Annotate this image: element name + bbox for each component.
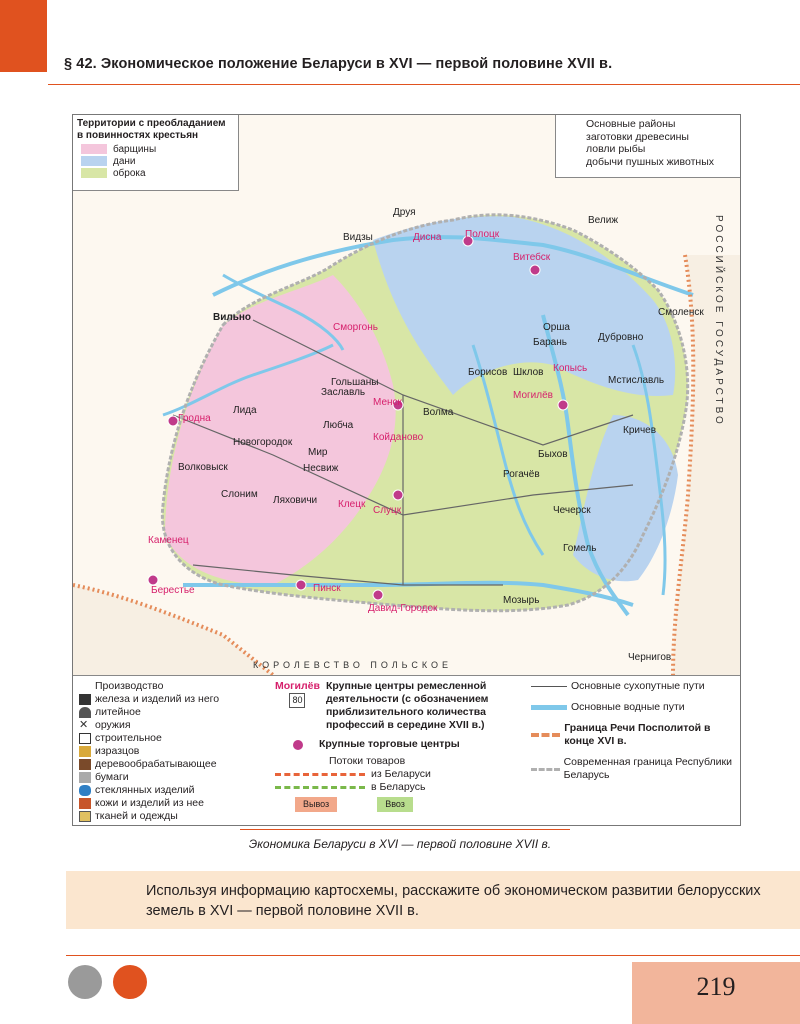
- city-label: Гродна: [178, 413, 211, 424]
- map-legend: [73, 675, 740, 826]
- city-label: Любча: [323, 420, 354, 431]
- border-label-east: РОССИЙСКОЕ ГОСУДАРСТВО: [713, 215, 724, 427]
- section-heading: § 42. Экономическое положение Беларуси в XVI — первой половине XVII в.: [64, 56, 613, 72]
- craft-centres-row: [275, 680, 505, 732]
- rb-border-row: Современная граница Республики Беларусь: [531, 756, 736, 782]
- craft-count-badge: 80: [289, 693, 305, 708]
- export-arrow: [275, 773, 365, 776]
- caption-rule: [240, 829, 570, 830]
- heading-rule: [48, 84, 800, 85]
- city-label: Берестье: [151, 585, 195, 596]
- border-label-south: КОРОЛЕВСТВО ПОЛЬСКОЕ: [253, 660, 452, 670]
- map-canvas: [73, 115, 740, 675]
- city-label: Гольшаны: [331, 377, 379, 388]
- craft-city-sample: Могилёв 80: [275, 680, 320, 732]
- page-number-box: [632, 962, 800, 1024]
- resource-areas-legend: [555, 115, 740, 178]
- foundry-icon: [79, 707, 91, 718]
- trade-centre-marker: [393, 490, 403, 500]
- city-label: Клецк: [338, 499, 366, 510]
- glass-icon: [79, 785, 91, 796]
- woodwork-icon: [79, 759, 91, 770]
- peasant-legend-item: оброка: [73, 168, 238, 180]
- tiles-icon: [79, 746, 91, 757]
- goods-flows-title: Потоки товаров: [329, 755, 406, 767]
- page-number: 219: [696, 972, 736, 1001]
- import-arrow: [275, 786, 365, 789]
- production-legend-title: Производство: [95, 680, 164, 692]
- rb-border-line: [531, 768, 560, 771]
- city-label: Борисов: [468, 367, 508, 378]
- city-label: Мозырь: [503, 595, 540, 606]
- water-routes-row: Основные водные пути: [531, 701, 736, 714]
- import-badge: Ввоз: [377, 797, 413, 812]
- construction-icon: [79, 733, 91, 744]
- production-item: кожи и изделий из нее: [79, 797, 219, 810]
- production-item: стеклянных изделий: [79, 784, 219, 797]
- rp-border-line: [531, 733, 560, 737]
- land-route-line: [531, 686, 567, 687]
- peasant-legend-item: барщины: [73, 144, 238, 156]
- centres-legend: [275, 680, 505, 812]
- city-label: Новогородок: [233, 437, 293, 448]
- city-label: Лида: [233, 405, 257, 416]
- routes-legend: [531, 680, 736, 782]
- city-label: Давид-Городок: [368, 603, 438, 614]
- city-label: Чечерск: [553, 505, 591, 516]
- dan-swatch: [81, 156, 107, 166]
- iron-icon: [79, 694, 91, 705]
- city-label: Слоним: [221, 489, 258, 500]
- production-legend: [79, 680, 219, 823]
- production-item: тканей и одежды: [79, 810, 219, 823]
- trade-centre-marker: [148, 575, 158, 585]
- city-label: Рогачёв: [503, 469, 540, 480]
- city-label: Полоцк: [465, 229, 500, 240]
- task-text: Используя информацию картосхемы, расскажите об экономическом развитии белорусских земель в XVI — первой половине XVII в.: [146, 883, 761, 919]
- task-box: [66, 871, 800, 929]
- city-label: Мир: [308, 447, 328, 458]
- city-label: Дисна: [413, 232, 442, 243]
- peasant-duties-legend: [73, 115, 239, 191]
- map: [72, 114, 741, 826]
- production-item: ✕ оружия: [79, 719, 131, 731]
- resource-legend-title: Основные районы: [586, 118, 676, 130]
- city-label: Сморгонь: [333, 322, 378, 333]
- weapons-icon: ✕: [79, 719, 89, 731]
- city-label: Витебск: [513, 252, 551, 263]
- trade-centre-marker: [558, 400, 568, 410]
- city-label: Могилёв: [513, 390, 553, 401]
- city-label: Ляховичи: [273, 495, 318, 506]
- resource-legend-item: заготовки древесины: [586, 130, 689, 143]
- city-label: Барань: [533, 337, 567, 348]
- decor-dot-orange: [113, 965, 147, 999]
- footer-rule: [66, 955, 800, 956]
- peasant-legend-title: Территории с преобладанием в повинностях крестьян: [77, 118, 226, 141]
- city-label: Видзы: [343, 232, 373, 243]
- trade-centre-marker: [168, 416, 178, 426]
- barshchina-swatch: [81, 144, 107, 154]
- decor-dot-grey: [68, 965, 102, 999]
- flow-badges: [275, 797, 505, 812]
- city-label: Заславль: [321, 387, 366, 398]
- city-label: Менск: [373, 397, 402, 408]
- trade-centre-marker: [530, 265, 540, 275]
- city-label: Волковыск: [178, 462, 228, 473]
- import-row: в Беларусь: [275, 781, 505, 794]
- city-label: Орша: [543, 322, 570, 333]
- city-label: Койданово: [373, 432, 424, 443]
- production-item: изразцов: [79, 745, 219, 758]
- water-route-line: [531, 705, 567, 710]
- city-label: Мстиславль: [608, 375, 665, 386]
- craft-centres-label: Крупные центры ремесленной деятельности (с обозначением приблизительного количества профессий в середине XVII в.): [325, 680, 489, 731]
- trade-centres-row: Крупные торговые центры: [275, 738, 505, 751]
- trade-centre-marker: [296, 580, 306, 590]
- paper-icon: [79, 772, 91, 783]
- resource-legend-item: ловли рыбы: [586, 143, 646, 155]
- peasant-legend-item: дани: [73, 156, 238, 168]
- city-label: Копысь: [553, 363, 588, 374]
- city-label: Чернигов: [628, 652, 672, 663]
- leather-icon: [79, 798, 91, 809]
- resource-legend-item: добычи пушных животных: [586, 155, 715, 168]
- city-label: Велиж: [588, 215, 619, 226]
- city-label: Смоленск: [658, 307, 704, 318]
- city-label: Пинск: [313, 583, 341, 594]
- trade-centre-marker: [373, 590, 383, 600]
- city-label: Каменец: [148, 535, 189, 546]
- textile-icon: [79, 811, 91, 822]
- production-item: бумаги: [79, 771, 219, 784]
- city-label: Гомель: [563, 543, 597, 554]
- city-label: Вильно: [213, 312, 252, 323]
- production-item: литейное: [79, 706, 219, 719]
- city-label: Быхов: [538, 449, 568, 460]
- map-caption: Экономика Беларуси в XVI — первой половине XVII в.: [248, 837, 552, 851]
- city-label: Волма: [423, 407, 454, 418]
- city-label: Шклов: [513, 367, 544, 378]
- production-item: железа и изделий из него: [79, 693, 219, 706]
- export-row: из Беларуси: [275, 768, 505, 781]
- city-label: Несвиж: [303, 463, 339, 474]
- export-badge: Вывоз: [295, 797, 337, 812]
- rp-border-row: Граница Речи Посполитой в конце XVI в.: [531, 722, 736, 748]
- city-label: Кричев: [623, 425, 657, 436]
- city-label: Слуцк: [373, 505, 402, 516]
- trade-centre-icon: [293, 740, 303, 750]
- production-item: деревообрабатывающее: [79, 758, 219, 771]
- obrok-swatch: [81, 168, 107, 178]
- city-label: Дубровно: [598, 332, 644, 343]
- city-label: Друя: [393, 207, 416, 218]
- corner-tab: [0, 0, 47, 72]
- land-routes-row: Основные сухопутные пути: [531, 680, 736, 693]
- production-item: строительное: [79, 732, 219, 745]
